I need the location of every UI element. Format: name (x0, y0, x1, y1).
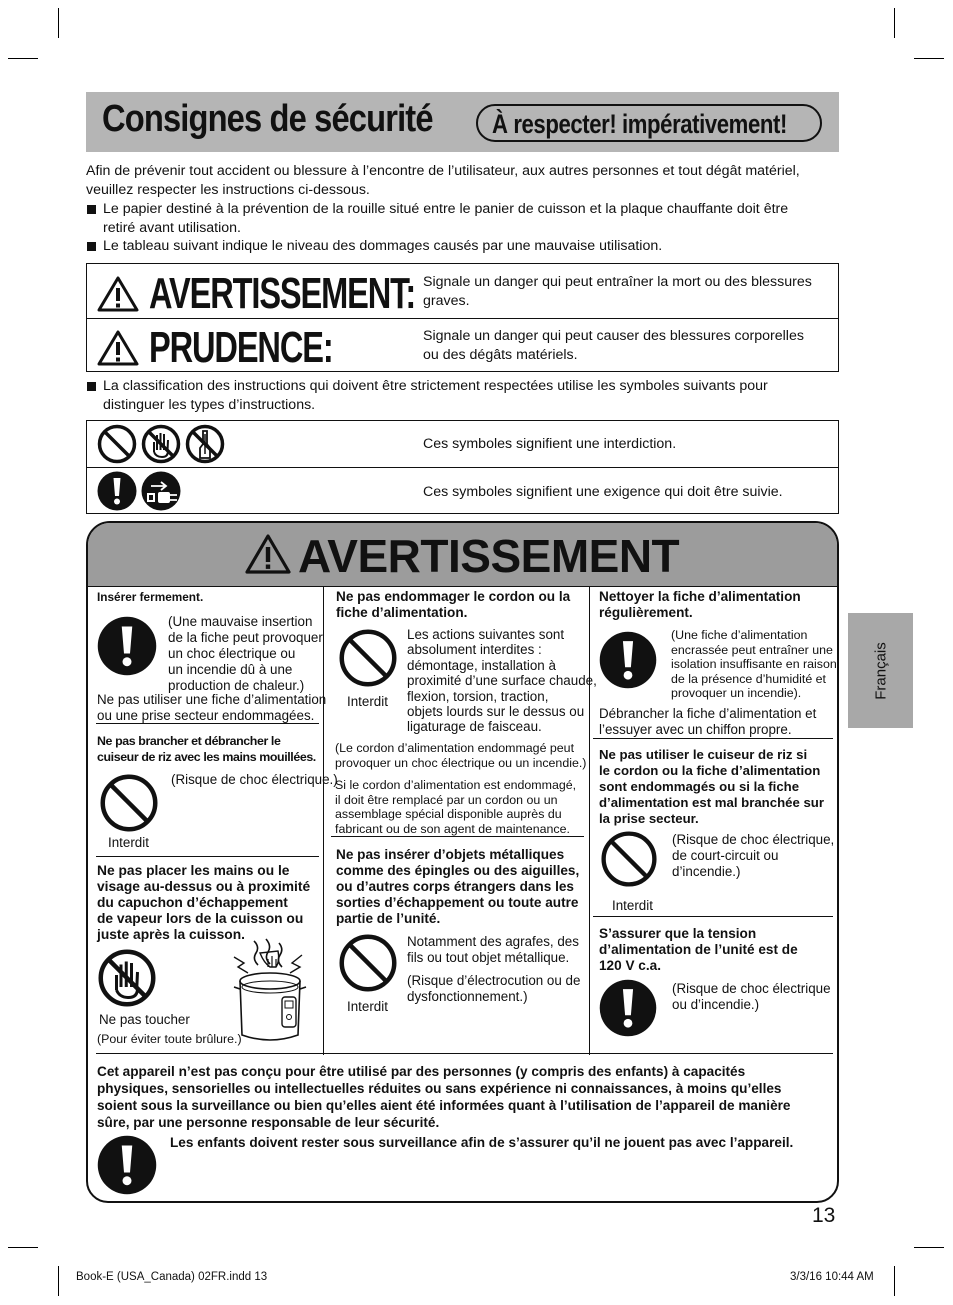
mandatory-icon (97, 616, 157, 676)
signal-word-table (86, 263, 839, 372)
section-note: (Une fiche d’alimentation encrassée peut entraîner une isolation insuffisante en raison de la présence d’humidité et provoquer un incendie). (671, 628, 837, 700)
intro-bullet: Le tableau suivant indique le niveau des dommages causés par une mauvaise utilisation. (103, 238, 663, 254)
crop-mark (914, 1247, 944, 1248)
warning-triangle-icon (97, 276, 139, 312)
section-note: (Risque de choc électrique, de court-circuit ou d’incendie.) (672, 832, 835, 879)
prohibition-icon (99, 773, 159, 833)
intro-line: Afin de prévenir tout accident ou blessure à l’encontre de l’utilisateur, aux autres personnes et tout dégât matériel, (86, 163, 800, 179)
section-heading: Ne pas placer les mains ou le visage au-dessus ou à proximité du capuchon d’échappement de vapeur lors de la cuisson ou juste après la cuisson. (97, 863, 311, 942)
footer-timestamp: 3/3/16 10:44 AM (790, 1271, 874, 1283)
prohibition-meaning: Ces symboles signifient une interdiction. (423, 436, 677, 452)
crop-mark (894, 1266, 895, 1296)
bullet-icon (87, 382, 96, 391)
warning-box-title: AVERTISSEMENT (298, 530, 680, 582)
classification-text: distinguer les types d’instructions. (103, 397, 316, 413)
header-badge: À respecter! impérativement! (476, 104, 822, 142)
crop-mark (914, 58, 944, 59)
prohibition-icon (338, 933, 398, 993)
caution-definition: Signale un danger qui peut causer des blessures corporelles (423, 328, 804, 344)
section-heading: S’assurer que la tension d’alimentation de l’unité est de 120 V c.a. (599, 926, 798, 973)
section-heading: Ne pas endommager le cordon ou la fiche d’alimentation. (336, 589, 571, 620)
intro-line: veuillez respecter les instructions ci-dessous. (86, 182, 370, 198)
classification-text: La classification des instructions qui doivent être strictement respectées utilise les symboles suivants pour (103, 378, 768, 394)
section-note: (Pour éviter toute brûlure.) (97, 1032, 242, 1046)
intro-bullet: Le papier destiné à la prévention de la rouille situé entre le panier de cuisson et la plaque chauffante doit être (103, 201, 789, 217)
mandatory-icon (599, 631, 657, 689)
caution-definition: ou des dégâts matériels. (423, 347, 578, 363)
no-disassembly-icon (185, 424, 225, 464)
caution-signal-word: PRUDENCE: (149, 323, 333, 372)
page-header (86, 92, 839, 152)
warning-signal-word: AVERTISSEMENT: (149, 269, 416, 318)
interdit-label: Interdit (108, 835, 149, 850)
mandatory-icon (599, 979, 657, 1037)
page-number: 13 (812, 1204, 836, 1227)
mandatory-meaning: Ces symboles signifient une exigence qui doit être suivie. (423, 484, 783, 500)
page-title: Consignes de sécurité (102, 98, 433, 140)
column-divider (323, 587, 324, 1055)
do-not-touch-icon (141, 424, 181, 464)
mandatory-icon (97, 471, 137, 511)
section-note: (Risque de choc électrique ou d’incendie.) (672, 981, 831, 1012)
prohibition-icon (600, 830, 658, 888)
interdit-label: Interdit (612, 898, 653, 913)
rice-cooker-steam-illustration (224, 937, 316, 1047)
section-divider (593, 916, 833, 917)
footer-file-info: Book-E (USA_Canada) 02FR.indd 13 (76, 1271, 268, 1283)
section-note: (Risque de choc électrique.) (171, 772, 338, 787)
section-text: Ne pas utiliser une fiche d’alimentation ou une prise secteur endommagées. (97, 692, 327, 723)
mandatory-icon (97, 1135, 157, 1195)
crop-mark (8, 1247, 38, 1248)
prohibition-icon (97, 424, 137, 464)
section-note: Si le cordon d’alimentation est endommagé, il doit être remplacé par un cordon ou un assemblage spécial disponible auprès du fabricant ou de son agent de maintenance. (335, 778, 577, 836)
crop-mark (894, 8, 895, 38)
unplug-icon (141, 471, 181, 511)
section-divider (593, 738, 833, 739)
interdit-label: Interdit (347, 999, 388, 1014)
section-list: Les actions suivantes sont absolument interdites : démontage, installation à proximité d’une surface chaude, flexion, torsion, traction, objets lourds sur le dessus ou ligaturage de faisceau. (407, 627, 597, 735)
language-tab: Français (848, 613, 913, 728)
section-heading: Nettoyer la fiche d’alimentation régulièrement. (599, 589, 801, 620)
section-note: (Une mauvaise insertion de la fiche peut provoquer un choc électrique ou un incendie dû à une production de chaleur.) (168, 614, 323, 693)
section-heading: Ne pas utiliser le cuiseur de riz si le cordon ou la fiche d’alimentation sont endommagés ou si la fiche d’alimentation est mal branchée sur la prise secteur. (599, 747, 824, 826)
section-divider (96, 1053, 833, 1054)
section-divider (331, 836, 584, 837)
intro-bullet: retiré avant utilisation. (103, 220, 242, 236)
section-divider (96, 856, 319, 857)
table-divider (87, 467, 838, 468)
crop-mark (8, 58, 38, 59)
symbol-table (86, 420, 839, 514)
section-heading: Ne pas brancher et débrancher le cuiseur de riz avec les mains mouillées. (97, 734, 316, 764)
prohibition-icon (338, 628, 398, 688)
section-text: Notamment des agrafes, des fils ou tout objet métallique. (407, 934, 579, 965)
warning-triangle-icon (245, 534, 291, 574)
section-divider (96, 723, 319, 724)
do-not-touch-icon (97, 948, 157, 1008)
section-text: Débrancher la fiche d’alimentation et l’essuyer avec un chiffon propre. (599, 706, 817, 737)
section-heading: Ne pas insérer d’objets métalliques comme des épingles ou des aiguilles, ou d’autres corps étrangers dans les sorties d’échappement ou toute autre partie de l’unité. (336, 847, 580, 926)
do-not-touch-label: Ne pas toucher (99, 1012, 190, 1027)
section-note: (Le cordon d’alimentation endommagé peut provoquer un choc électrique ou un incendie.) (335, 741, 587, 770)
warning-definition: graves. (423, 293, 470, 309)
children-supervision-notice: Les enfants doivent rester sous surveillance afin de s’assurer qu’il ne jouent pas avec l’appareil. (170, 1135, 794, 1150)
interdit-label: Interdit (347, 694, 388, 709)
crop-mark (58, 1266, 59, 1296)
bullet-icon (87, 242, 96, 251)
section-note: (Risque d’électrocution ou de dysfonctionnement.) (407, 973, 581, 1004)
warning-definition: Signale un danger qui peut entraîner la mort ou des blessures (423, 274, 812, 290)
table-divider (87, 318, 838, 319)
warning-box (86, 521, 839, 1203)
bullet-icon (87, 205, 96, 214)
section-heading: Insérer fermement. (97, 590, 204, 604)
warning-box-header (88, 523, 837, 587)
warning-triangle-icon (97, 330, 139, 366)
vulnerable-persons-notice: Cet appareil n’est pas conçu pour être utilisé par des personnes (y compris des enfants) à capacités physiques, sensorielles ou intellectuelles réduites ou sans expérience ni connaissances, à moins qu’elles soient sous la surveillance ou bien qu’elles aient été informées quant à l’utilisation de l’appareil de manière sûre, par une personne responsable de leur sécurité. (97, 1064, 791, 1130)
crop-mark (58, 8, 59, 38)
